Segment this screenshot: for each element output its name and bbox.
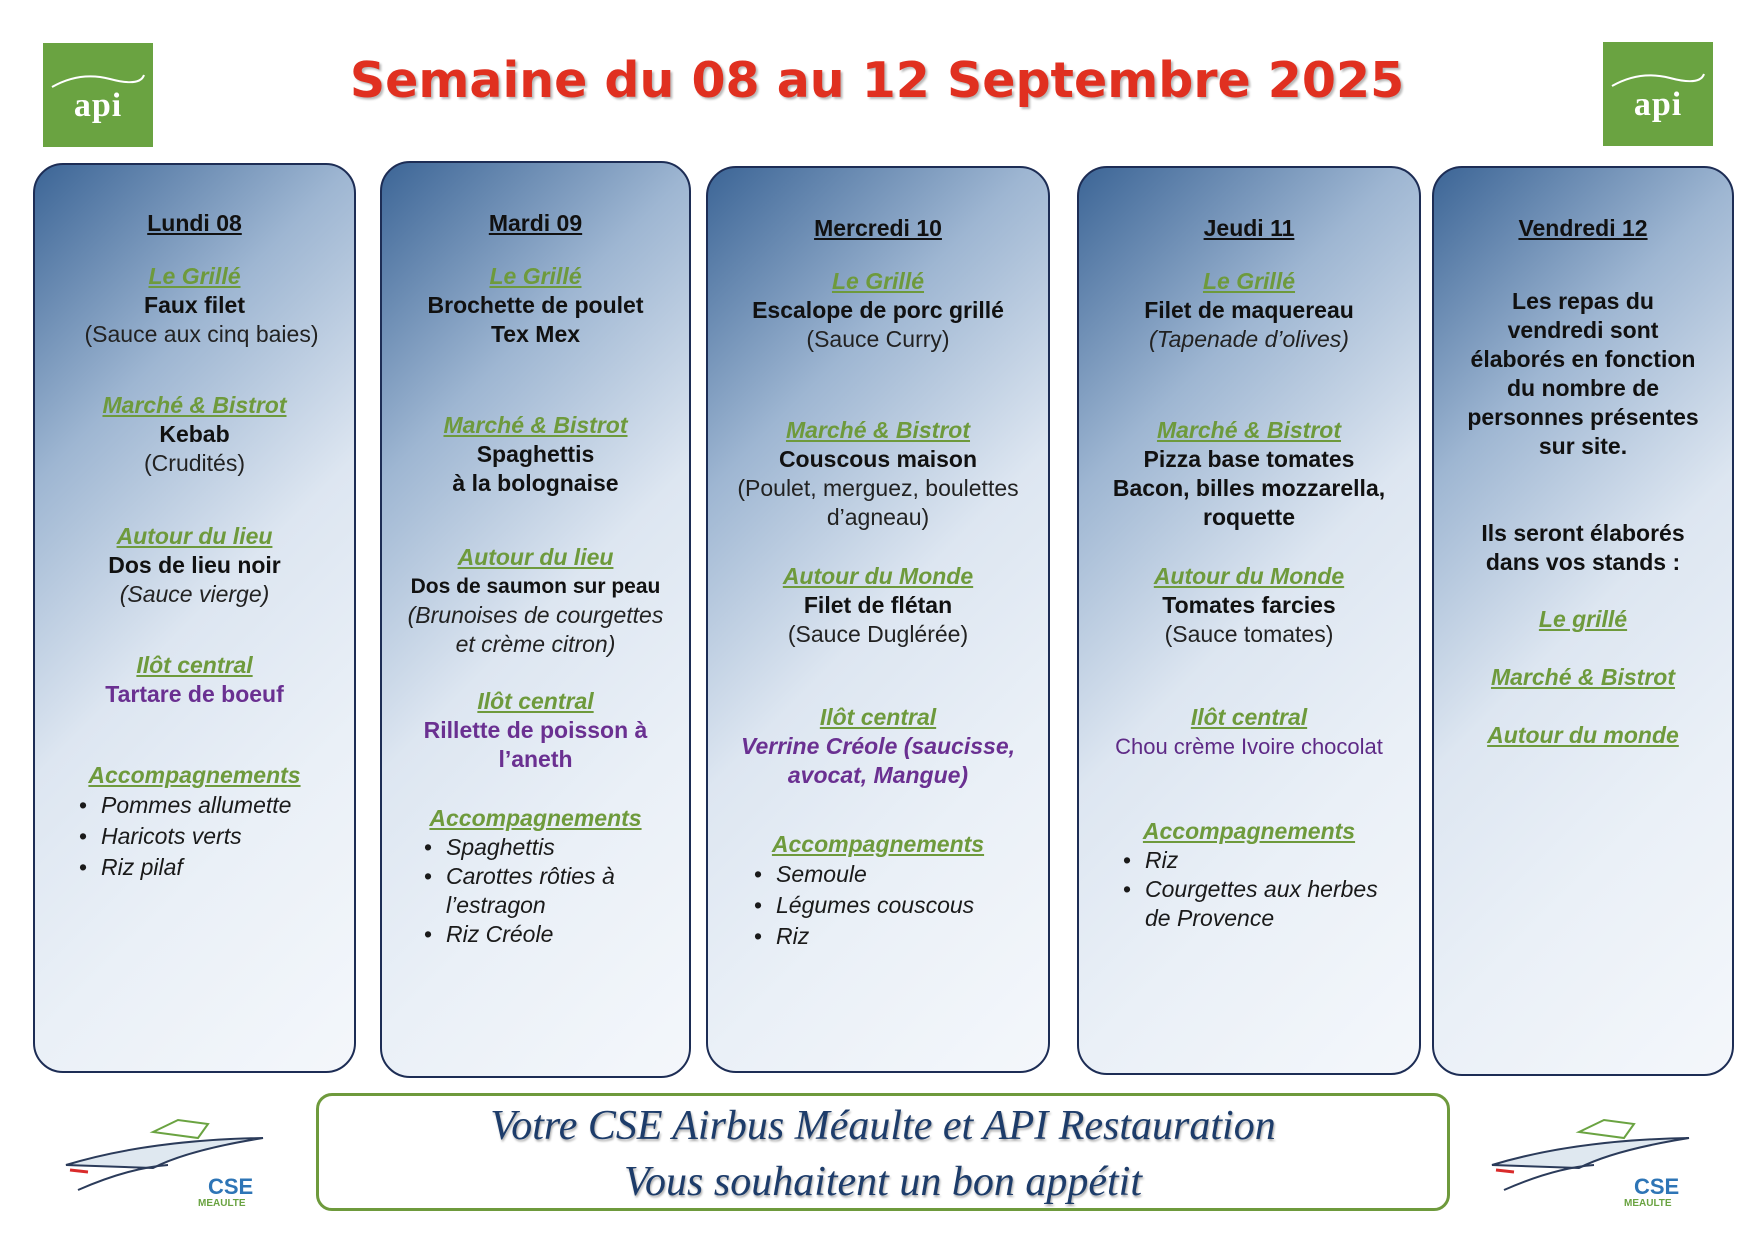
dish-name: Tex Mex bbox=[490, 321, 581, 347]
list-item: • Carottes rôties à l’estragon bbox=[420, 862, 640, 920]
category-label: Ilôt central bbox=[819, 704, 937, 730]
dish-name: Filet de maquereau bbox=[1144, 297, 1354, 323]
dish-note: d’agneau) bbox=[826, 504, 930, 530]
list-item: • Haricots verts bbox=[75, 821, 354, 852]
api-logo-text: api bbox=[73, 87, 123, 124]
list-item: • Semoule bbox=[750, 859, 1048, 890]
dish-name: Dos de lieu noir bbox=[108, 552, 281, 578]
day-title: Jeudi 11 bbox=[1203, 215, 1295, 241]
list-item: • Riz Créole bbox=[420, 920, 640, 949]
dish-name: Kebab bbox=[159, 421, 230, 447]
day-column-friday bbox=[1432, 166, 1734, 1076]
cse-logo-left bbox=[58, 1110, 268, 1210]
dish-name: Faux filet bbox=[144, 292, 245, 318]
category-label: Accompagnements bbox=[88, 762, 301, 788]
day-column-wednesday bbox=[706, 166, 1050, 1073]
category-label: Autour du Monde bbox=[782, 563, 974, 589]
stand-label: Marché & Bistrot bbox=[1490, 664, 1676, 690]
category-label: Marché & Bistrot bbox=[443, 412, 628, 438]
list-item: • Spaghettis bbox=[420, 833, 640, 862]
dish-note: (Sauce Duglérée) bbox=[787, 621, 969, 647]
cse-logo-text: CSE bbox=[1634, 1174, 1680, 1199]
dessert-name: Rillette de poisson à bbox=[423, 717, 648, 743]
day-column-monday bbox=[33, 163, 356, 1073]
dish-note: (Tapenade d’olives) bbox=[1149, 326, 1349, 352]
stand-label: Autour du monde bbox=[1487, 722, 1679, 748]
day-column-thursday bbox=[1077, 166, 1421, 1075]
sides-list bbox=[1119, 846, 1389, 933]
text-line: sur site. bbox=[1538, 433, 1628, 459]
sides-list bbox=[75, 790, 354, 883]
dish-name: Filet de flétan bbox=[803, 592, 953, 618]
category-label: Autour du lieu bbox=[116, 523, 273, 549]
category-label: Ilôt central bbox=[477, 688, 594, 714]
list-item: • Légumes couscous bbox=[750, 890, 1048, 921]
category-label: Ilôt central bbox=[1190, 704, 1308, 730]
category-label: Autour du lieu bbox=[457, 544, 614, 570]
footer-line-2: Vous souhaitent un bon appétit bbox=[624, 1159, 1142, 1205]
day-title: Lundi 08 bbox=[147, 210, 242, 236]
day-column-tuesday bbox=[380, 161, 691, 1078]
day-title: Mercredi 10 bbox=[814, 215, 942, 241]
category-label: Le Grillé bbox=[831, 268, 925, 294]
dish-name: Bacon, billes mozzarella, bbox=[1112, 475, 1386, 501]
dessert-name: Verrine Créole (saucisse, bbox=[740, 733, 1015, 759]
dish-note: (Sauce tomates) bbox=[1164, 621, 1334, 647]
footer-line-1: Votre CSE Airbus Méaulte et API Restauration bbox=[490, 1103, 1276, 1149]
dish-name: Pizza base tomates bbox=[1143, 446, 1355, 472]
list-item: • Riz bbox=[1119, 846, 1389, 875]
dessert-name: l’aneth bbox=[498, 746, 573, 772]
friday-stands-intro bbox=[1434, 519, 1732, 577]
sides-list bbox=[420, 833, 640, 949]
category-label: Marché & Bistrot bbox=[785, 417, 971, 443]
dish-name: roquette bbox=[1203, 504, 1295, 530]
category-label: Accompagnements bbox=[771, 831, 985, 857]
dessert-name: Chou crème Ivoire chocolat bbox=[1115, 734, 1383, 759]
footer-message-box bbox=[316, 1093, 1450, 1211]
dish-note: (Brunoises de courgettes bbox=[407, 602, 664, 628]
text-line: dans vos stands : bbox=[1485, 549, 1681, 575]
dish-note: (Sauce aux cinq baies) bbox=[84, 321, 319, 347]
dish-note: (Sauce vierge) bbox=[119, 581, 270, 607]
text-line: élaborés en fonction bbox=[1470, 346, 1696, 372]
cse-logo-text: CSE bbox=[208, 1174, 254, 1199]
dish-note: (Sauce Curry) bbox=[806, 326, 950, 352]
cse-logo-subtext: MEAULTE bbox=[1624, 1198, 1672, 1209]
dish-name: Escalope de porc grillé bbox=[752, 297, 1004, 323]
text-line: du nombre de bbox=[1506, 375, 1660, 401]
category-label: Marché & Bistrot bbox=[1156, 417, 1342, 443]
category-label: Marché & Bistrot bbox=[102, 392, 287, 418]
dish-name: Couscous maison bbox=[778, 446, 978, 472]
dish-name: Brochette de poulet bbox=[427, 292, 644, 318]
category-label: Autour du Monde bbox=[1153, 563, 1345, 589]
dish-name: à la bolognaise bbox=[452, 470, 619, 496]
list-item: • Riz bbox=[750, 921, 1048, 952]
page-title: Semaine du 08 au 12 Septembre 2025 bbox=[349, 52, 1405, 109]
day-title: Mardi 09 bbox=[488, 210, 583, 236]
dish-note: (Poulet, merguez, boulettes bbox=[737, 475, 1019, 501]
category-label: Le Grillé bbox=[489, 263, 582, 289]
sides-list bbox=[750, 859, 1048, 952]
list-item: • Riz pilaf bbox=[75, 852, 354, 883]
category-label: Le Grillé bbox=[148, 263, 241, 289]
dessert-name: Tartare de boeuf bbox=[105, 681, 284, 707]
text-line: vendredi sont bbox=[1507, 317, 1659, 343]
dish-name: Tomates farcies bbox=[1162, 592, 1336, 618]
list-item: • Courgettes aux herbes de Provence bbox=[1119, 875, 1389, 933]
category-label: Accompagnements bbox=[429, 805, 642, 831]
dish-note: et crème citron) bbox=[455, 631, 616, 657]
cse-logo-subtext: MEAULTE bbox=[198, 1198, 246, 1209]
text-line: personnes présentes bbox=[1467, 404, 1699, 430]
category-label: Le Grillé bbox=[1202, 268, 1296, 294]
cse-logo-right bbox=[1484, 1110, 1694, 1210]
text-line: Ils seront élaborés bbox=[1481, 520, 1685, 546]
category-label: Accompagnements bbox=[1142, 818, 1356, 844]
dessert-name: avocat, Mangue) bbox=[787, 762, 969, 788]
stand-label: Le grillé bbox=[1538, 606, 1628, 632]
friday-note bbox=[1434, 287, 1732, 461]
dish-note: (Crudités) bbox=[144, 450, 245, 476]
category-label: Ilôt central bbox=[136, 652, 253, 678]
day-title: Vendredi 12 bbox=[1518, 215, 1648, 241]
api-logo-text: api bbox=[1633, 86, 1683, 123]
list-item: • Pommes allumette bbox=[75, 790, 354, 821]
text-line: Les repas du bbox=[1512, 288, 1654, 314]
dish-name: Spaghettis bbox=[476, 441, 595, 467]
dish-name: Dos de saumon sur peau bbox=[410, 575, 661, 598]
